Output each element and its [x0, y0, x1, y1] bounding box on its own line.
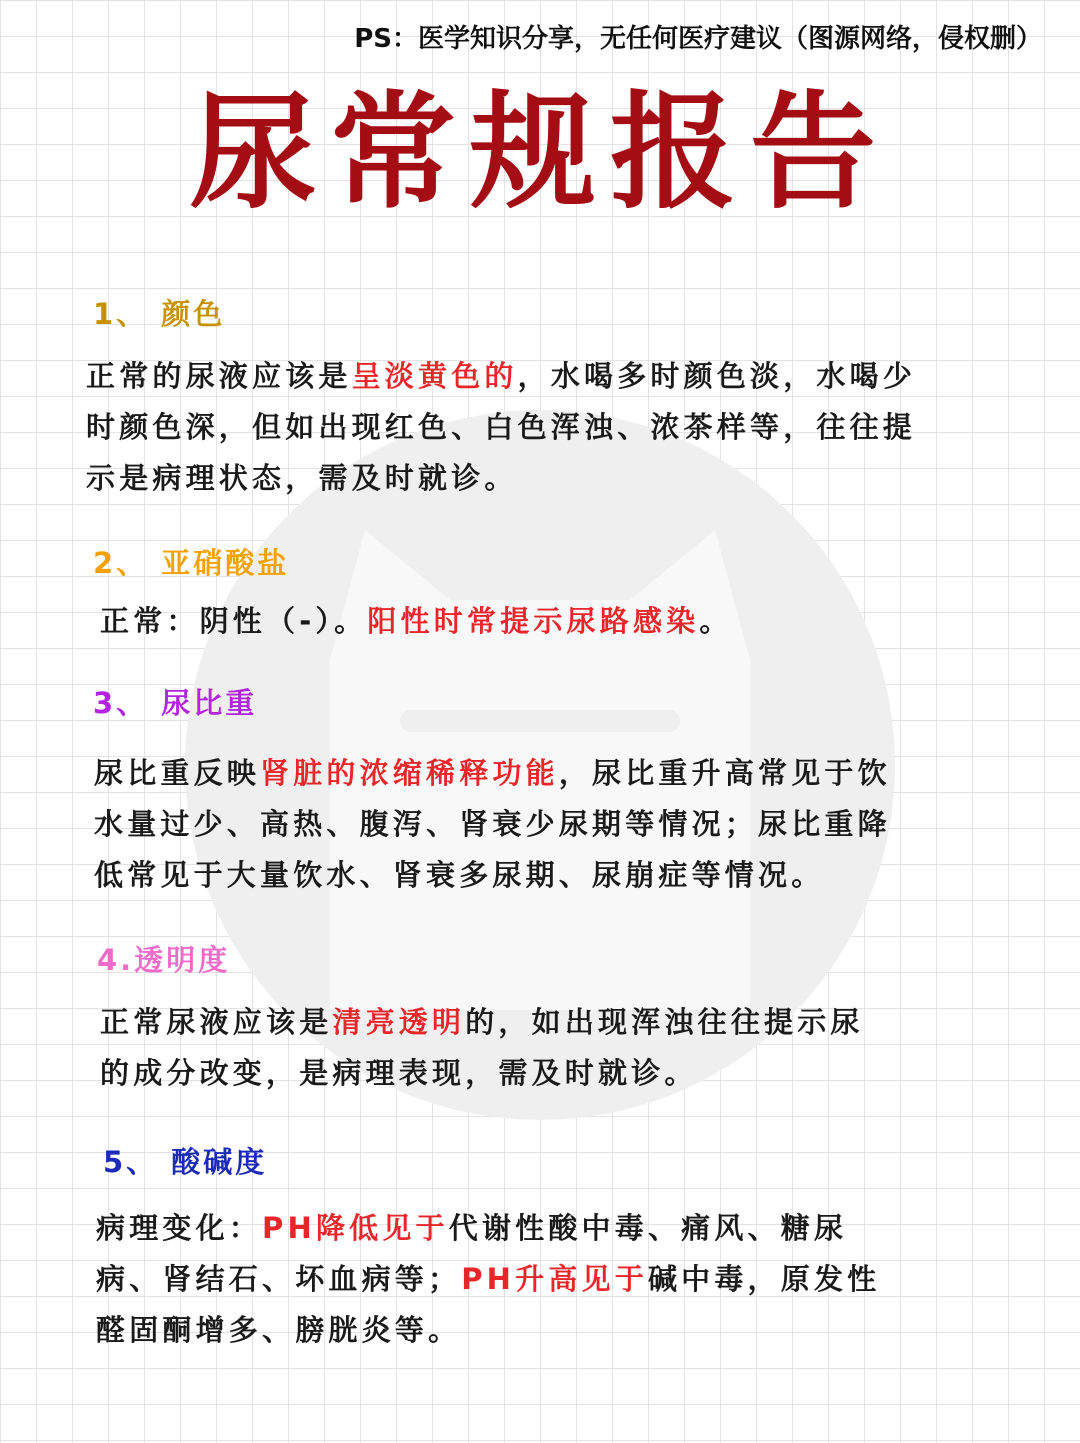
section-body-clarity	[100, 997, 864, 1099]
section-heading-ph: 5、 酸碱度	[103, 1145, 268, 1179]
highlight-text: 肾脏的浓缩稀释功能	[260, 756, 559, 790]
body-line: 的成分改变，是病理表现，需及时就诊。	[100, 1056, 698, 1090]
section-heading-color: 1、 颜色	[93, 297, 226, 331]
text-run: 碱中毒，原发性	[647, 1262, 881, 1296]
body-line	[86, 351, 916, 402]
text-run: 病、肾结石、坏血病等；	[96, 1262, 462, 1296]
body-line: 醛固酮增多、膀胱炎等。	[96, 1313, 462, 1347]
watermark-stripe	[400, 710, 680, 732]
highlight-text: 阳性时常提示尿路感染	[367, 604, 700, 638]
section-body-specific-gravity	[94, 748, 891, 901]
section-body-nitrite	[100, 596, 733, 647]
highlight-text: PH降低见于	[262, 1211, 449, 1245]
text-run: 正常尿液应该是	[100, 1005, 333, 1039]
text-run: 的，如出现浑浊往往提示尿	[465, 1005, 864, 1039]
body-line	[94, 748, 891, 799]
text-run: 正常的尿液应该是	[86, 359, 352, 393]
body-line: 时颜色深，但如出现红色、白色浑浊、浓茶样等，往往提	[86, 410, 917, 444]
body-line: 水量过少、高热、腹泻、肾衰少尿期等情况；尿比重降	[94, 807, 891, 841]
disclaimer-note: PS：医学知识分享，无任何医疗建议（图源网络，侵权删）	[354, 24, 1042, 54]
page-title: 尿常规报告	[190, 79, 890, 226]
text-run: 正常：阴性（-）。	[100, 604, 368, 638]
body-line	[96, 1203, 880, 1254]
text-run: 尿比重反映	[94, 756, 261, 790]
section-body-ph	[96, 1203, 880, 1356]
highlight-text: 呈淡黄色的	[351, 359, 518, 393]
text-run: 病理变化：	[96, 1211, 263, 1245]
body-line: 示是病理状态，需及时就诊。	[86, 461, 518, 495]
highlight-text: 清亮透明	[332, 1005, 466, 1039]
body-line: 低常见于大量饮水、肾衰多尿期、尿崩症等情况。	[94, 858, 825, 892]
body-line	[96, 1254, 880, 1305]
body-line	[100, 596, 733, 647]
text-run: ，水喝多时颜色淡，水喝少	[517, 359, 917, 393]
text-run: ，尿比重升高常见于饮	[558, 756, 891, 790]
section-heading-clarity: 4.透明度	[97, 943, 231, 977]
section-heading-specific-gravity: 3、 尿比重	[93, 686, 258, 720]
text-run: 。	[699, 604, 733, 638]
body-line	[100, 997, 864, 1048]
text-run: 代谢性酸中毒、痛风、糖尿	[448, 1211, 848, 1245]
section-body-color	[86, 351, 916, 504]
highlight-text: PH升高见于	[461, 1262, 648, 1296]
section-heading-nitrite: 2、 亚硝酸盐	[93, 546, 290, 580]
